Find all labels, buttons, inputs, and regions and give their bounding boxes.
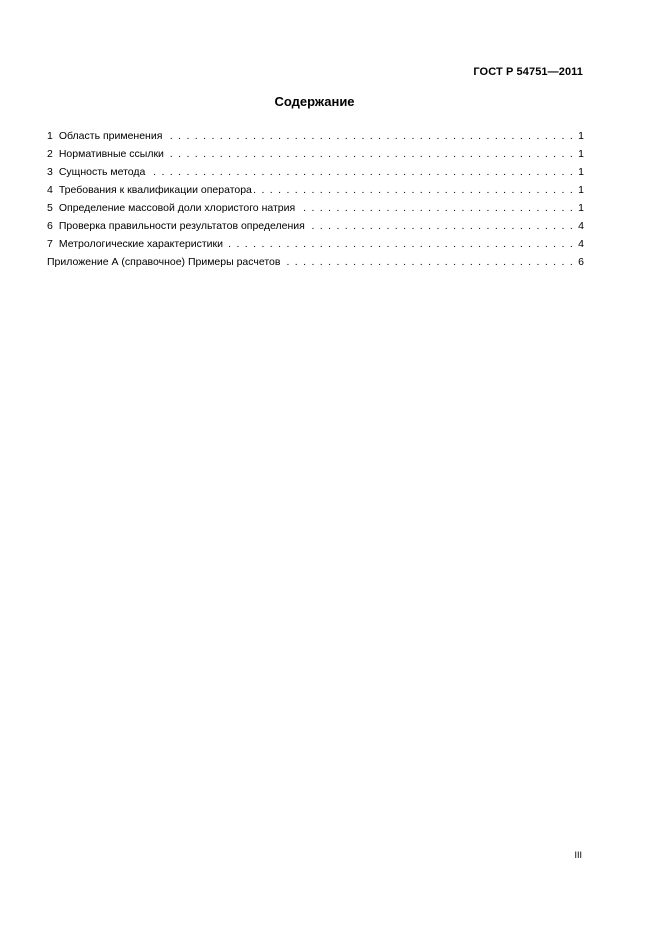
toc-item[interactable] (47, 179, 584, 197)
toc-leader-dots (282, 256, 574, 269)
page-number: III (574, 850, 582, 860)
toc-item-label: Сущность метода (58, 166, 146, 178)
table-of-contents (47, 125, 584, 269)
toc-item-label: Приложение А (справочное) Примеры расчетов (47, 256, 281, 268)
toc-item[interactable] (47, 233, 584, 251)
toc-item-page: 4 (578, 238, 584, 250)
toc-item-page: 1 (578, 130, 584, 142)
toc-item-number: 4 (47, 184, 53, 196)
toc-leader-dots (307, 220, 574, 233)
toc-item-appendix[interactable] (47, 251, 584, 269)
toc-item-number: 7 (47, 238, 53, 250)
toc-item-label: Нормативные ссылки (58, 148, 164, 160)
toc-item-page: 1 (578, 166, 584, 178)
toc-item[interactable] (47, 161, 584, 179)
toc-item-number: 2 (47, 148, 53, 160)
toc-item[interactable] (47, 197, 584, 215)
toc-leader-dots (147, 166, 574, 179)
toc-leader-dots (164, 130, 574, 143)
toc-item-page: 6 (578, 256, 584, 268)
toc-leader-dots (166, 148, 574, 161)
toc-item[interactable] (47, 215, 584, 233)
toc-item-label: Требования к квалификации оператора (58, 184, 252, 196)
toc-leader-dots (254, 184, 574, 197)
toc-item-label: Область применения (58, 130, 163, 142)
toc-item-page: 1 (578, 148, 584, 160)
toc-item-page: 1 (578, 202, 584, 214)
toc-item-number: 5 (47, 202, 53, 214)
toc-item-page: 4 (578, 220, 584, 232)
toc-item-label: Метрологические характеристики (58, 238, 223, 250)
toc-leader-dots (225, 238, 574, 251)
toc-item-number: 1 (47, 130, 53, 142)
toc-leader-dots (297, 202, 574, 215)
toc-item-number: 6 (47, 220, 53, 232)
toc-item-number: 3 (47, 166, 53, 178)
toc-item[interactable] (47, 143, 584, 161)
toc-title: Содержание (274, 94, 355, 109)
toc-item-label: Определение массовой доли хлористого натрия (58, 202, 296, 214)
toc-item-page: 1 (578, 184, 584, 196)
toc-item[interactable] (47, 125, 584, 143)
toc-item-label: Проверка правильности результатов определения (58, 220, 305, 232)
document-code: ГОСТ Р 54751—2011 (473, 66, 583, 78)
